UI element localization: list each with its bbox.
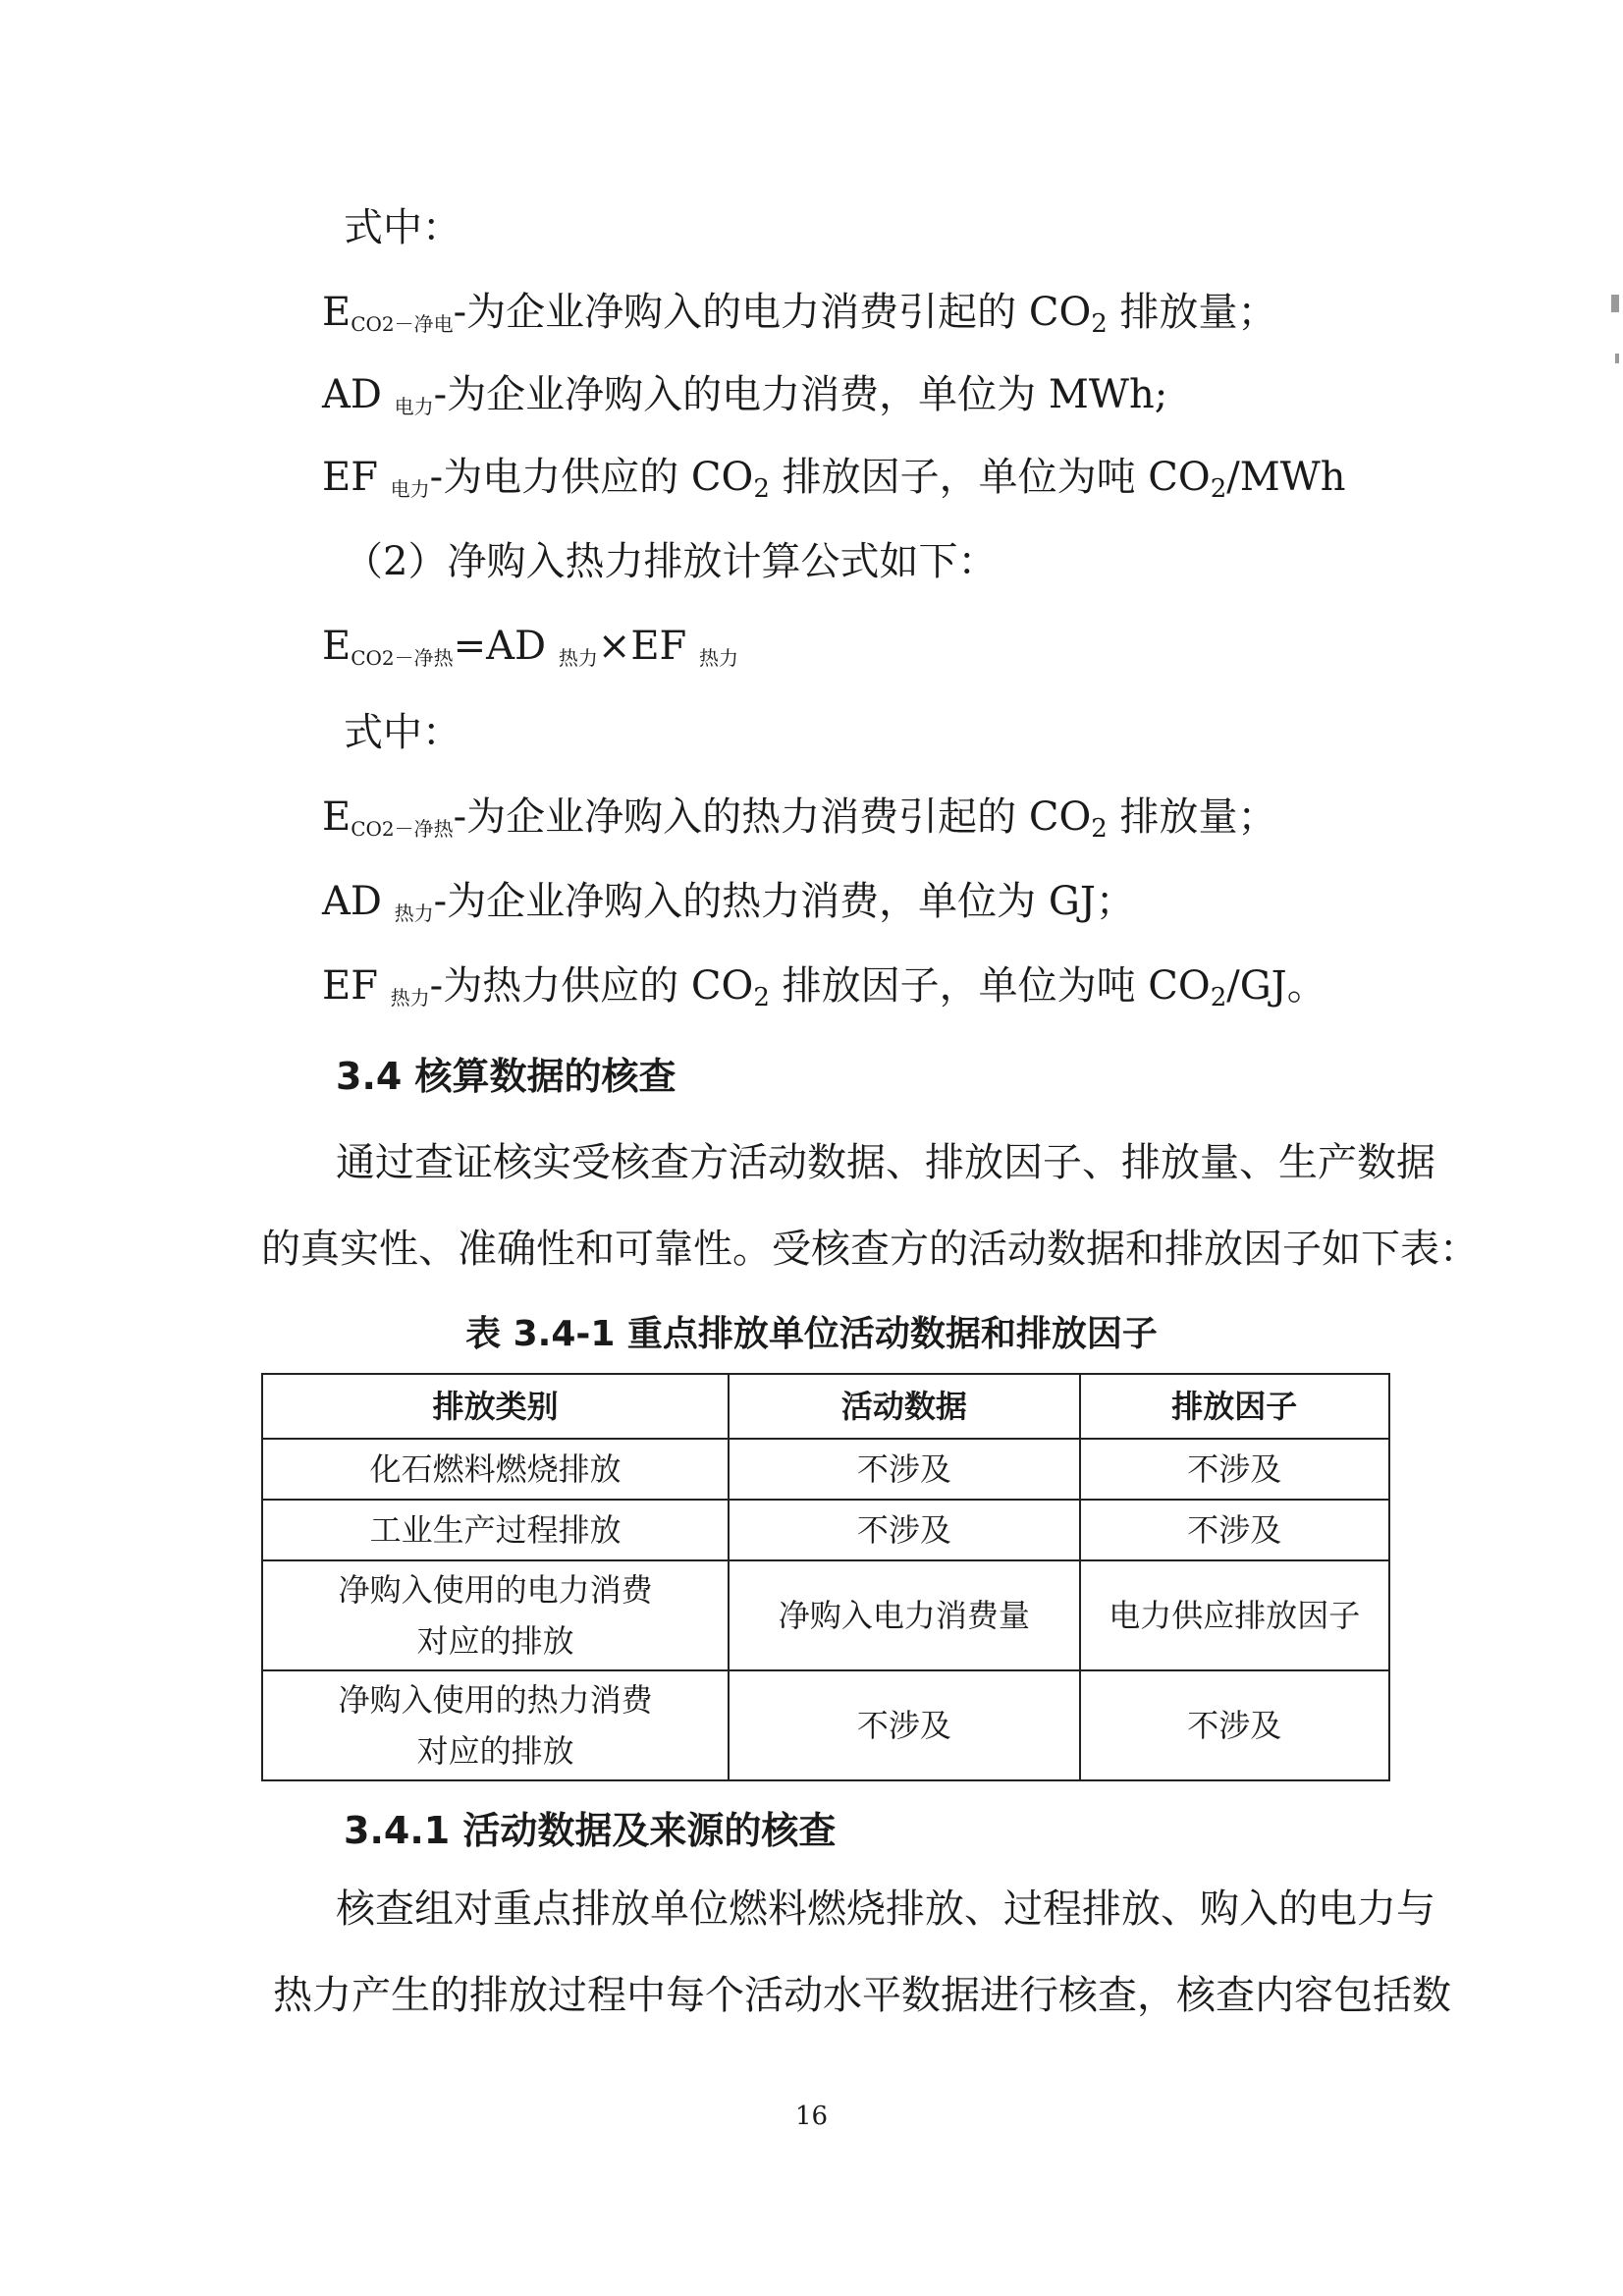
body-paragraph-line-2: 热力产生的排放过程中每个活动水平数据进行核查，核查内容包括数 — [273, 1973, 1451, 2018]
definition-text: -为企业净购入的热力消费，单位为 GJ； — [433, 879, 1135, 924]
heat-formula-intro: （2）净购入热力排放计算公式如下： — [344, 539, 998, 584]
scan-artifact — [1611, 295, 1619, 312]
subscript: CO2－净热 — [351, 817, 454, 841]
definition-text: -为热力供应的 CO — [429, 963, 754, 1009]
cell-category-line-2: 对应的排放 — [416, 1622, 574, 1660]
section-heading: 3.4 核算数据的核查 — [336, 1055, 676, 1098]
subscript: 热力 — [390, 986, 430, 1010]
subscript: 热力 — [394, 902, 434, 925]
formula-text: ×EF — [597, 624, 700, 669]
cell-factor: 不涉及 — [1080, 1500, 1389, 1560]
definition-text: -为企业净购入的电力消费引起的 CO — [453, 290, 1092, 335]
formula-where-label-1: 式中： — [344, 205, 461, 250]
symbol: AD — [322, 879, 395, 924]
intro-paragraph-line-1: 通过查证核实受核查方活动数据、排放因子、排放量、生产数据 — [336, 1140, 1435, 1185]
cell-factor: 不涉及 — [1080, 1439, 1389, 1500]
formula-def-ef-electricity — [322, 454, 1346, 513]
table-row — [262, 1439, 1389, 1500]
symbol: E — [322, 624, 352, 669]
subsection-heading: 3.4.1 活动数据及来源的核查 — [344, 1809, 837, 1852]
subscript: CO2－净热 — [351, 646, 454, 670]
definition-unit: /MWh — [1226, 455, 1346, 500]
cell-factor: 不涉及 — [1080, 1670, 1389, 1780]
header-category: 排放类别 — [262, 1374, 729, 1439]
formula-def-e-co2-electricity — [322, 289, 1277, 348]
body-paragraph-line-1: 核查组对重点排放单位燃料燃烧排放、过程排放、购入的电力与 — [336, 1886, 1435, 1932]
header-activity-data: 活动数据 — [729, 1374, 1079, 1439]
scan-artifact — [1615, 354, 1619, 363]
cell-activity: 不涉及 — [729, 1670, 1079, 1780]
cell-category: 化石燃料燃烧排放 — [262, 1439, 729, 1500]
definition-text: -为电力供应的 CO — [429, 455, 754, 500]
definition-tail: 排放因子，单位为吨 CO — [769, 963, 1211, 1009]
cell-category — [262, 1670, 729, 1780]
formula-def-e-co2-heat — [322, 793, 1277, 852]
heat-formula — [322, 623, 738, 682]
subscript: 2 — [1091, 309, 1108, 339]
cell-factor: 电力供应排放因子 — [1080, 1560, 1389, 1670]
subscript: 2 — [1091, 814, 1108, 844]
table-header-row — [262, 1374, 1389, 1439]
subscript: 电力 — [390, 477, 430, 501]
header-emission-factor: 排放因子 — [1080, 1374, 1389, 1439]
formula-def-ef-heat — [322, 962, 1326, 1021]
cell-category: 工业生产过程排放 — [262, 1500, 729, 1560]
symbol: AD — [322, 372, 395, 417]
cell-activity: 净购入电力消费量 — [729, 1560, 1079, 1670]
definition-text: -为企业净购入的电力消费，单位为 MWh; — [433, 372, 1168, 417]
definition-tail: 排放量； — [1107, 794, 1277, 840]
subscript: 2 — [1210, 474, 1227, 504]
formula-def-ad-heat — [322, 878, 1135, 937]
formula-where-label-2: 式中： — [344, 710, 461, 755]
definition-text: -为企业净购入的热力消费引起的 CO — [453, 794, 1092, 840]
page-number: 16 — [794, 2102, 829, 2131]
subscript: 2 — [753, 474, 770, 504]
subscript: 2 — [753, 983, 770, 1012]
symbol: EF — [322, 455, 391, 500]
intro-paragraph-line-2: 的真实性、准确性和可靠性。受核查方的活动数据和排放因子如下表： — [261, 1227, 1479, 1272]
subscript: 热力 — [699, 646, 739, 670]
table-row — [262, 1670, 1389, 1780]
cell-activity: 不涉及 — [729, 1500, 1079, 1560]
symbol: E — [322, 794, 352, 840]
cell-category-line-2: 对应的排放 — [416, 1732, 574, 1770]
table-row — [262, 1500, 1389, 1560]
cell-category-line-1: 净购入使用的电力消费 — [338, 1571, 653, 1609]
table-caption: 表 3.4-1 重点排放单位活动数据和排放因子 — [465, 1314, 1158, 1354]
table-row — [262, 1560, 1389, 1670]
cell-activity: 不涉及 — [729, 1439, 1079, 1500]
symbol: E — [322, 290, 352, 335]
cell-category-line-1: 净购入使用的热力消费 — [338, 1681, 653, 1719]
definition-tail: 排放因子，单位为吨 CO — [769, 455, 1211, 500]
formula-def-ad-electricity — [322, 371, 1167, 430]
definition-tail: 排放量； — [1107, 290, 1277, 335]
definition-unit: /GJ。 — [1226, 963, 1326, 1009]
formula-text: =AD — [453, 624, 559, 669]
activity-data-table — [261, 1373, 1390, 1781]
subscript: CO2－净电 — [351, 312, 454, 336]
subscript: 热力 — [558, 646, 598, 670]
subscript: 2 — [1210, 983, 1227, 1012]
subscript: 电力 — [394, 395, 434, 418]
cell-category — [262, 1560, 729, 1670]
symbol: EF — [322, 963, 391, 1009]
